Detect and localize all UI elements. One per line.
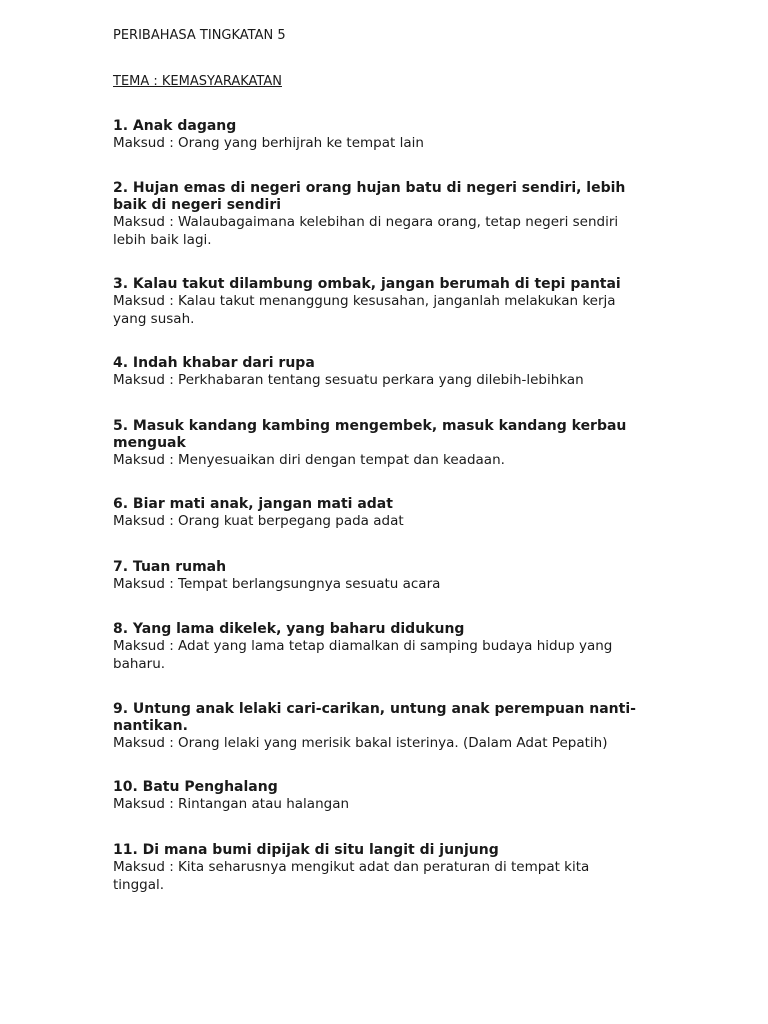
- proverb-title: 9. Untung anak lelaki cari-carikan, untung anak perempuan nanti-nantikan.: [113, 701, 636, 734]
- proverb-entry-6: [113, 496, 643, 531]
- proverb-entry-11: [113, 842, 643, 894]
- proverb-title: 2. Hujan emas di negeri orang hujan batu di negeri sendiri, lebih baik di negeri sendiri: [113, 180, 626, 213]
- proverb-entry-9: [113, 701, 643, 753]
- proverb-entry-10: [113, 779, 643, 814]
- proverb-title: 8. Yang lama dikelek, yang baharu didukung: [113, 621, 465, 637]
- proverb-meaning: Maksud : Kalau takut menanggung kesusahan, janganlah melakukan kerja yang susah.: [113, 293, 616, 327]
- proverb-title: 11. Di mana bumi dipijak di situ langit di junjung: [113, 842, 499, 858]
- document-theme-heading: TEMA : KEMASYARAKATAN: [113, 74, 282, 89]
- proverb-title: 7. Tuan rumah: [113, 559, 227, 575]
- proverb-title: 10. Batu Penghalang: [113, 779, 278, 795]
- proverb-meaning: Maksud : Rintangan atau halangan: [113, 796, 350, 812]
- proverb-entry-2: [113, 180, 643, 249]
- proverb-meaning: Maksud : Orang kuat berpegang pada adat: [113, 513, 404, 529]
- proverb-entry-4: [113, 355, 643, 390]
- proverb-entry-5: [113, 418, 643, 470]
- proverb-meaning: Maksud : Kita seharusnya mengikut adat dan peraturan di tempat kita tinggal.: [113, 859, 590, 893]
- proverb-title: 5. Masuk kandang kambing mengembek, masuk kandang kerbau menguak: [113, 418, 627, 451]
- proverb-title: 1. Anak dagang: [113, 118, 237, 134]
- proverb-meaning: Maksud : Tempat berlangsungnya sesuatu acara: [113, 576, 441, 592]
- proverb-title: 4. Indah khabar dari rupa: [113, 355, 315, 371]
- proverb-entry-1: [113, 118, 643, 153]
- proverb-title: 3. Kalau takut dilambung ombak, jangan berumah di tepi pantai: [113, 276, 621, 292]
- document-header: PERIBAHASA TINGKATAN 5: [113, 28, 286, 43]
- proverb-meaning: Maksud : Menyesuaikan diri dengan tempat dan keadaan.: [113, 452, 505, 468]
- proverb-meaning: Maksud : Perkhabaran tentang sesuatu perkara yang dilebih-lebihkan: [113, 372, 584, 388]
- proverb-title: 6. Biar mati anak, jangan mati adat: [113, 496, 393, 512]
- proverb-meaning: Maksud : Adat yang lama tetap diamalkan di samping budaya hidup yang baharu.: [113, 638, 613, 672]
- proverb-meaning: Maksud : Walaubagaimana kelebihan di negara orang, tetap negeri sendiri lebih baik lagi.: [113, 214, 619, 248]
- proverb-entry-8: [113, 621, 643, 673]
- proverb-entry-7: [113, 559, 643, 594]
- proverb-entry-3: [113, 276, 643, 328]
- proverb-meaning: Maksud : Orang yang berhijrah ke tempat lain: [113, 135, 424, 151]
- proverb-meaning: Maksud : Orang lelaki yang merisik bakal isterinya. (Dalam Adat Pepatih): [113, 735, 608, 751]
